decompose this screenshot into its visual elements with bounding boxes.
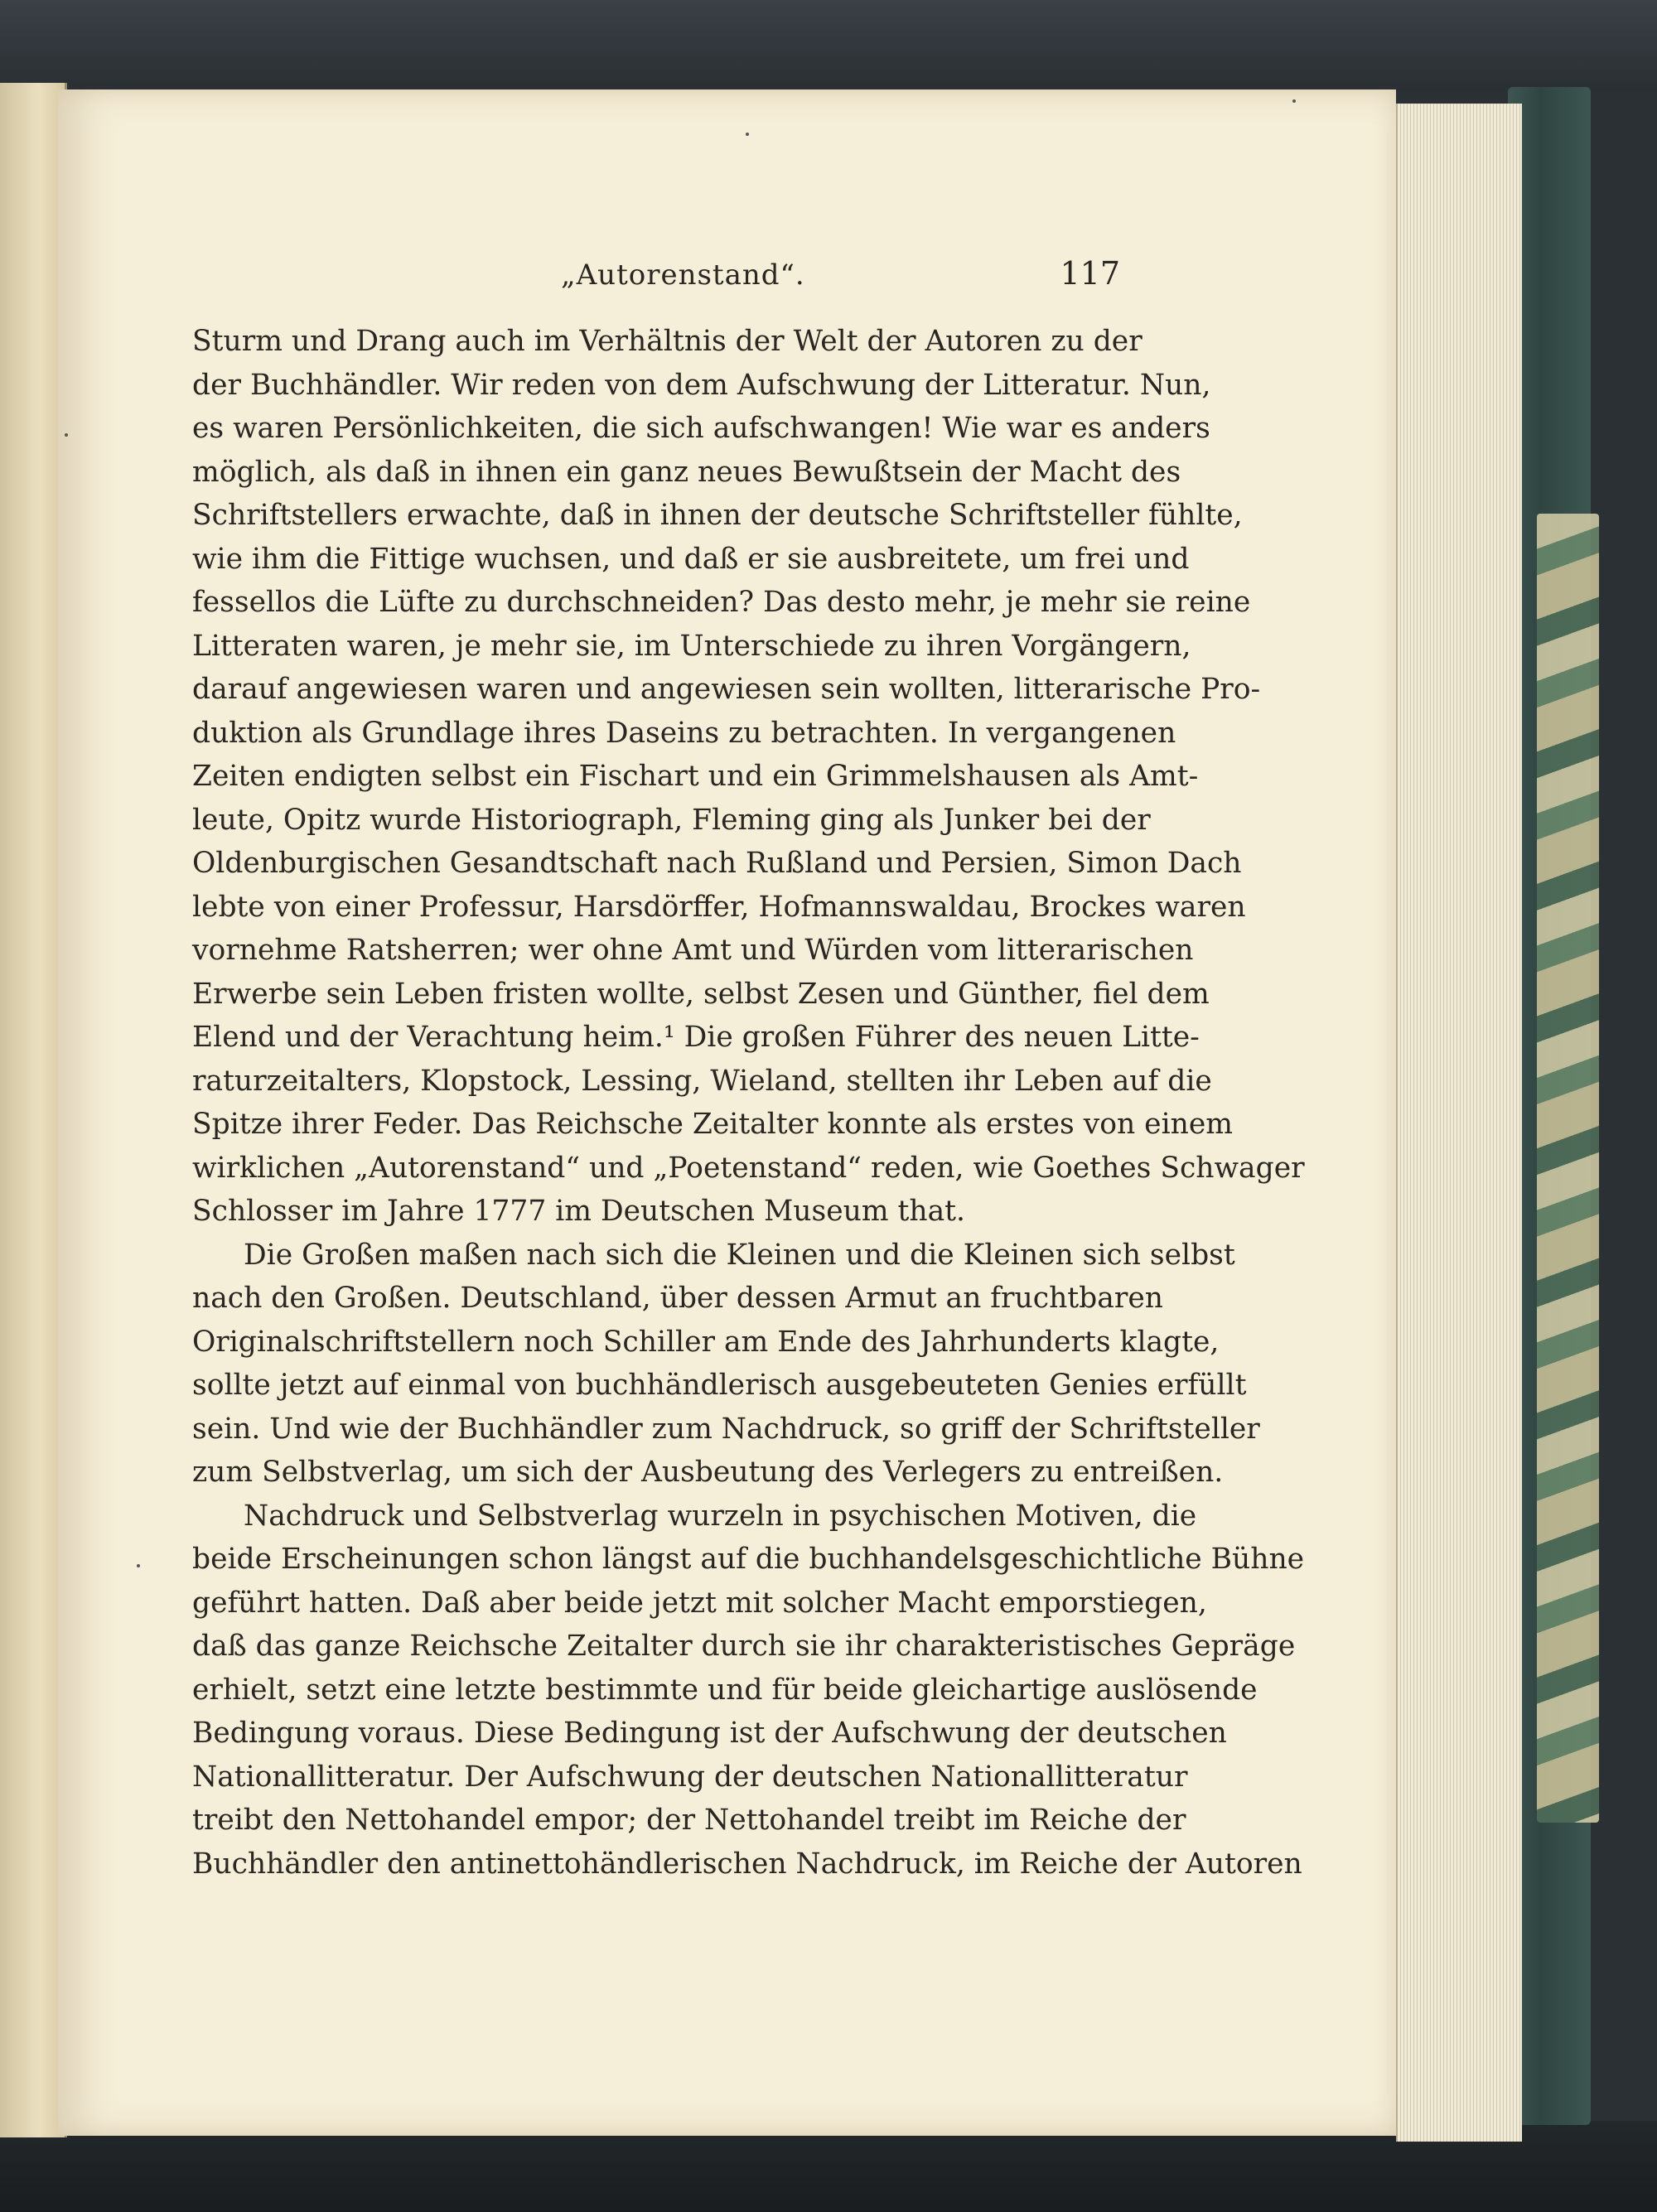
text-line: raturzeitalters, Klopstock, Lessing, Wieland, stellten ihr Leben auf die [192, 1064, 1212, 1098]
text-line: lebte von einer Professur, Harsdörffer, Hofmannswaldau, Brockes waren [192, 890, 1246, 924]
body-text [192, 320, 1305, 1886]
text-line: Schriftstellers erwachte, daß in ihnen der deutsche Schriftsteller fühlte, [192, 499, 1243, 532]
page-stack-edges [1396, 104, 1522, 2142]
text-line: Erwerbe sein Leben fristen wollte, selbst Zesen und Günther, fiel dem [192, 977, 1210, 1011]
text-line: Nationallitteratur. Der Aufschwung der deutschen Nationallitteratur [192, 1760, 1188, 1794]
text-line: der Buchhändler. Wir reden von dem Aufschwung der Litteratur. Nun, [192, 368, 1211, 402]
text-line: wie ihm die Fittige wuchsen, und daß er sie ausbreitete, um frei und [192, 542, 1190, 576]
facing-page-edge [0, 83, 67, 2137]
text-line: erhielt, setzt eine letzte bestimmte und für beide gleichartige auslösende [192, 1673, 1258, 1707]
paper-fleck [65, 433, 68, 437]
text-line: nach den Großen. Deutschland, über dessen Armut an fruchtbaren [192, 1282, 1163, 1315]
running-title: „Autorenstand“. [561, 258, 805, 292]
page-header [192, 255, 1120, 295]
text-line: Schlosser im Jahre 1777 im Deutschen Museum that. [192, 1195, 966, 1228]
text-line: Nachdruck und Selbstverlag wurzeln in psychischen Motiven, die [244, 1499, 1197, 1533]
text-line: Elend und der Verachtung heim.¹ Die großen Führer des neuen Litte- [192, 1021, 1200, 1054]
marbled-endpaper [1537, 514, 1599, 1823]
text-line: Buchhändler den antinettohändlerischen Nachdruck, im Reiche der Autoren [192, 1847, 1302, 1881]
text-line: leute, Opitz wurde Historiograph, Fleming ging als Junker bei der [192, 803, 1151, 837]
text-line: treibt den Nettohandel empor; der Nettohandel treibt im Reiche der [192, 1804, 1186, 1837]
text-line: vornehme Ratsherren; wer ohne Amt und Würden vom litterarischen [192, 934, 1194, 967]
text-line: Originalschriftstellern noch Schiller am Ende des Jahrhunderts klagte, [192, 1325, 1220, 1359]
text-line: daß das ganze Reichsche Zeitalter durch sie ihr charakteristisches Gepräge [192, 1630, 1296, 1663]
text-line: beide Erscheinungen schon längst auf die buchhandelsgeschichtliche Bühne [192, 1543, 1305, 1576]
text-line: fessellos die Lüfte zu durchschneiden? Das desto mehr, je mehr sie reine [192, 586, 1251, 619]
text-line: darauf angewiesen waren und angewiesen sein wollten, litterarische Pro- [192, 673, 1261, 706]
text-line: zum Selbstverlag, um sich der Ausbeutung des Verlegers zu entreißen. [192, 1456, 1224, 1489]
paper-fleck [137, 1564, 140, 1567]
text-line: Spitze ihrer Feder. Das Reichsche Zeitalter konnte als erstes von einem [192, 1108, 1233, 1141]
text-line: Bedingung voraus. Diese Bedingung ist der Aufschwung der deutschen [192, 1717, 1227, 1750]
text-line: Oldenburgischen Gesandtschaft nach Rußland und Persien, Simon Dach [192, 847, 1242, 880]
paper-fleck [746, 133, 749, 136]
text-line: es waren Persönlichkeiten, die sich aufschwangen! Wie war es anders [192, 412, 1210, 445]
text-line: sein. Und wie der Buchhändler zum Nachdruck, so griff der Schriftsteller [192, 1412, 1260, 1446]
paper-fleck [1292, 99, 1296, 103]
text-line: wirklichen „Autorenstand“ und „Poetenstand“ reden, wie Goethes Schwager [192, 1151, 1305, 1185]
text-line: möglich, als daß in ihnen ein ganz neues Bewußtsein der Macht des [192, 455, 1181, 489]
text-line: Zeiten endigten selbst ein Fischart und ein Grimmelshausen als Amt- [192, 760, 1199, 793]
text-line: duktion als Grundlage ihres Daseins zu betrachten. In vergangenen [192, 716, 1176, 750]
text-line: Litteraten waren, je mehr sie, im Unterschiede zu ihren Vorgängern, [192, 629, 1191, 663]
page-number: 117 [1060, 255, 1120, 292]
text-line: Sturm und Drang auch im Verhältnis der Welt der Autoren zu der [192, 325, 1143, 358]
text-line: geführt hatten. Daß aber beide jetzt mit solcher Macht emporstiegen, [192, 1586, 1207, 1620]
background-top [0, 0, 1657, 91]
text-line: sollte jetzt auf einmal von buchhändlerisch ausgebeuteten Genies erfüllt [192, 1369, 1247, 1402]
text-line: Die Großen maßen nach sich die Kleinen und die Kleinen sich selbst [244, 1238, 1235, 1272]
